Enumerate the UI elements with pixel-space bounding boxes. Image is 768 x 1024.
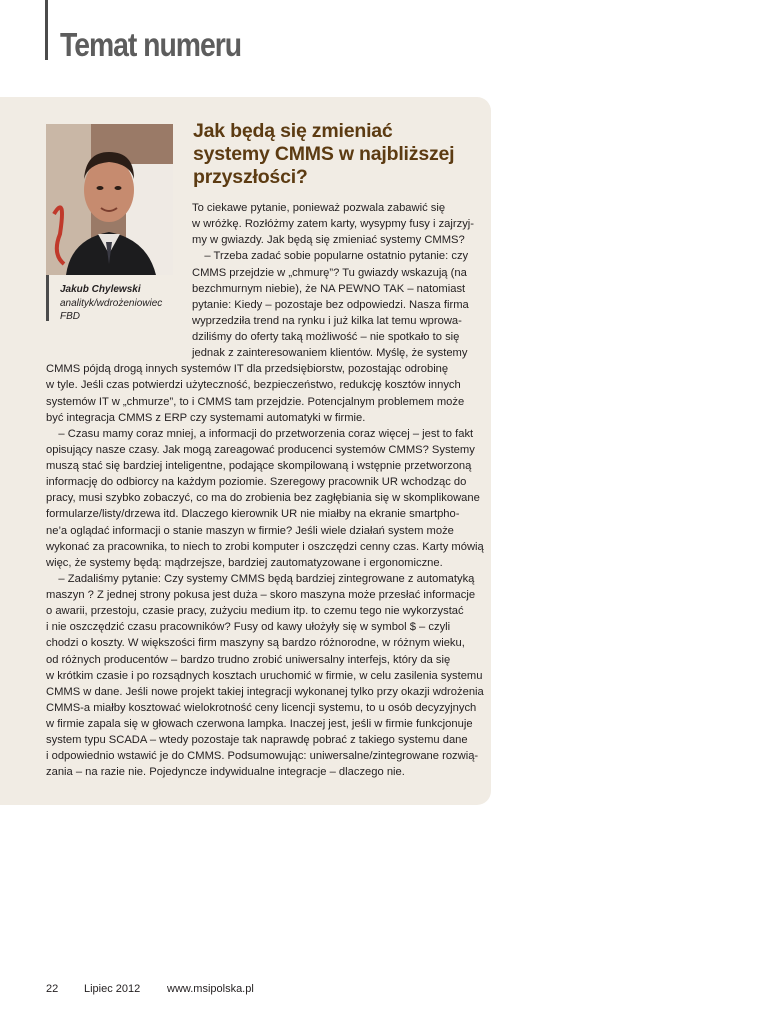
- author-photo: [46, 124, 173, 275]
- body-line: CMMS pójdą drogą innych systemów IT dla przedsiębiorstw, pozostając odrobinę: [46, 363, 449, 375]
- website-link[interactable]: www.msipolska.pl: [167, 983, 254, 995]
- body-line: bezchmurnym niebie), że NA PEWNO TAK – natomiast: [192, 283, 466, 295]
- body-line: w wróżkę. Rozłóżmy zatem karty, wysypmy fusy i zajrzyj-: [192, 218, 475, 230]
- body-line: od różnych producentów – bardzo trudno zrobić uniwersalny interfejs, który da się: [46, 654, 451, 666]
- body-line: ne’a oglądać informacji o stanie maszyn w firmie? Jeśli wiele działań system może: [46, 525, 454, 537]
- body-line: chodzi o koszty. W większości firm maszyny są bardzo różnorodne, w różnym wieku,: [46, 637, 465, 649]
- body-line: muszą stać się bardziej inteligentne, podające skompilowaną i wstępnie przetworzoną: [46, 460, 472, 472]
- body-line: – Czasu mamy coraz mniej, a informacji do przetworzenia coraz więcej – jest to fakt: [46, 428, 474, 440]
- caption-marker-bar: [46, 275, 49, 321]
- issue-date: Lipiec 2012: [84, 983, 141, 995]
- author-name: Jakub Chylewski: [60, 284, 141, 295]
- body-line: wykonać za pracownika, to niech to zrobi komputer i oszczędzi cenny czas. Karty mówią: [46, 541, 484, 553]
- author-role: analityk/wdrożeniowiec: [60, 297, 163, 309]
- headline-line: systemy CMMS w najbliższej: [193, 143, 455, 165]
- body-line: wyprzedziła trend na rynku i już kilka lat temu wprowa-: [192, 315, 462, 327]
- article-headline: [193, 120, 483, 189]
- body-line: w krótkim czasie i po rozsądnych kosztach uruchomić w firmie, w celu zasilenia systemu: [46, 670, 483, 682]
- body-line: CMMS-a miałby kosztować wielokrotność ceny licencji systemu, to u osób decyzyjnych: [46, 702, 477, 714]
- body-line: opisujący nasze czasy. Jak mogą zareagować producenci systemów CMMS? Systemy: [46, 444, 475, 456]
- body-line: CMMS w dane. Jeśli nowe projekt takiej integracji wykonanej tylko przy okazji wdrożenia: [46, 686, 484, 698]
- author-company: FBD: [60, 311, 80, 322]
- body-line: o awarii, przestoju, czasie pracy, zużyciu medium itp. to czemu tego nie wykorzystać: [46, 605, 464, 617]
- body-line: informację do odbiorcy na każdym poziomie. Szeregowy pracownik UR wchodząc do: [46, 476, 467, 488]
- body-line: być integracja CMMS z ERP czy systemami automatyki w firmie.: [46, 412, 366, 424]
- body-line: pracy, musi szybko zobaczyć, co ma do zrobienia bez zagłębiania się w skomplikowane: [46, 492, 480, 504]
- headline-line: przyszłości?: [193, 166, 308, 188]
- body-line: zania – na razie nie. Pojedyncze indywidualne integracje – dlaczego nie.: [46, 766, 405, 778]
- author-caption: [60, 283, 180, 324]
- body-line: system typu SCADA – wtedy pozostaje tak naprawdę pobrać z takiego systemu dane: [46, 734, 468, 746]
- body-line: my w gwiazdy. Jak będą się zmieniać systemy CMMS?: [192, 234, 465, 246]
- body-line: więc, że systemy będą: mądrzejsze, bardziej zautomatyzowane i ergonomiczne.: [46, 557, 443, 569]
- body-line: formularze/listy/drzewa itd. Dlaczego kierownik UR nie miałby na ekranie smartpho-: [46, 508, 460, 520]
- page-number: 22: [46, 983, 59, 995]
- body-line: – Trzeba zadać sobie popularne ostatnio pytanie: czy: [192, 250, 469, 262]
- body-line: i odpowiednio wstawić je do CMMS. Podsumowując: uniwersalne/zintegrowane rozwią-: [46, 750, 479, 762]
- body-line: – Zadaliśmy pytanie: Czy systemy CMMS będą bardziej zintegrowane z automatyką: [46, 573, 475, 585]
- section-marker-bar: [45, 0, 48, 60]
- section-title: Temat numeru: [60, 26, 242, 63]
- body-line: pytanie: Kiedy – pozostaje bez odpowiedzi. Nasza firma: [192, 299, 469, 311]
- body-line: jednak z zainteresowaniem klientów. Myślę, że systemy: [192, 347, 468, 359]
- body-line: w tyle. Jeśli czas potwierdzi użyteczność, bezpieczeństwo, redukcję kosztów innych: [46, 379, 461, 391]
- body-line: w firmie zapala się w głowach czerwona lampka. Inaczej jest, jeśli w firmie funkcjonuje: [46, 718, 473, 730]
- body-line: To ciekawe pytanie, ponieważ pozwala zabawić się: [192, 202, 446, 214]
- body-line: maszyn ? Z jednej strony pokusa jest duża – skoro maszyna może przesłać informacje: [46, 589, 476, 601]
- body-line: systemów IT w „chmurze”, to i CMMS tam przejdzie. Potencjalnym problemem może: [46, 396, 465, 408]
- body-line: i nie oszczędzić czasu pracowników? Fusy od kawy ułożyły się w symbol $ – czyli: [46, 621, 451, 633]
- headline-line: Jak będą się zmieniać: [193, 120, 393, 142]
- body-line: CMMS przejdzie w „chmurę”? Tu gwiazdy wskazują (na: [192, 267, 467, 279]
- body-line: dziliśmy do oferty taką możliwość – nie spotkało to się: [192, 331, 460, 343]
